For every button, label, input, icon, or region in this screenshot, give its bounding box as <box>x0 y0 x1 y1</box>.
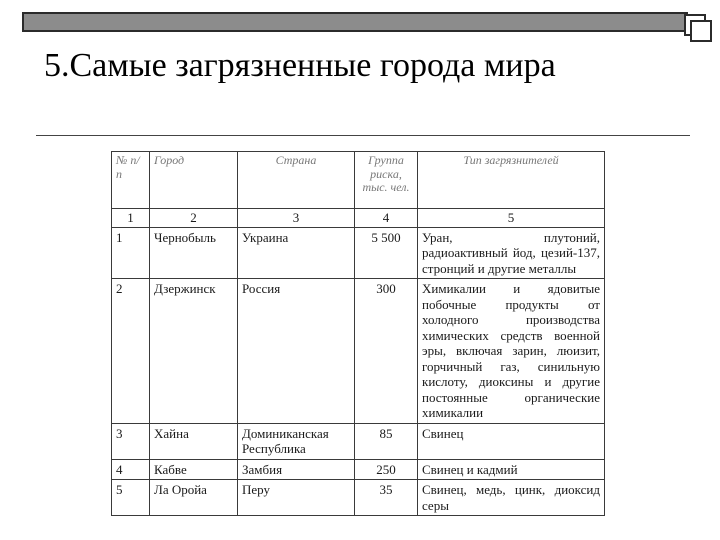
city-cell: Кабве <box>150 459 238 480</box>
row-number: 3 <box>112 423 150 459</box>
pollutant-cell: Свинец и кадмий <box>418 459 605 480</box>
polluted-cities-table <box>111 151 605 516</box>
pollutant-cell: Химикалии и ядовитые побочные продукты от холодного производства химических средств военной эры, включая зарин, люизит, горчичный газ, синильную кислоту, диоксины и другие постоянные органические химикалии <box>418 279 605 424</box>
row-number: 4 <box>112 459 150 480</box>
city-cell: Ла Оройа <box>150 480 238 516</box>
row-number: 2 <box>112 279 150 424</box>
row-number: 5 <box>112 480 150 516</box>
risk-cell: 5 500 <box>355 227 418 279</box>
header-number: № п/п <box>112 152 150 209</box>
column-number: 4 <box>355 209 418 228</box>
table-header-row <box>112 152 605 209</box>
table-row <box>112 423 605 459</box>
column-number: 5 <box>418 209 605 228</box>
risk-cell: 35 <box>355 480 418 516</box>
table-row <box>112 279 605 424</box>
country-cell: Украина <box>238 227 355 279</box>
column-number: 3 <box>238 209 355 228</box>
country-cell: Перу <box>238 480 355 516</box>
pollutant-cell: Уран, плутоний, радиоактивный йод, цезий-137, стронций и другие металлы <box>418 227 605 279</box>
header-city: Город <box>150 152 238 209</box>
header-country: Страна <box>238 152 355 209</box>
table-row <box>112 480 605 516</box>
city-cell: Чернобыль <box>150 227 238 279</box>
table-row <box>112 459 605 480</box>
country-cell: Доминиканская Республика <box>238 423 355 459</box>
corner-square-decoration-2 <box>690 20 712 42</box>
city-cell: Хайна <box>150 423 238 459</box>
risk-cell: 250 <box>355 459 418 480</box>
country-cell: Замбия <box>238 459 355 480</box>
risk-cell: 300 <box>355 279 418 424</box>
header-risk-group: Группа риска, тыс. чел. <box>355 152 418 209</box>
table-row <box>112 227 605 279</box>
slide-top-bar <box>22 12 688 32</box>
column-number-row <box>112 209 605 228</box>
country-cell: Россия <box>238 279 355 424</box>
pollutant-cell: Свинец, медь, цинк, диоксид серы <box>418 480 605 516</box>
risk-cell: 85 <box>355 423 418 459</box>
row-number: 1 <box>112 227 150 279</box>
column-number: 2 <box>150 209 238 228</box>
title-divider <box>36 135 690 136</box>
pollutant-cell: Свинец <box>418 423 605 459</box>
city-cell: Дзержинск <box>150 279 238 424</box>
slide-title: 5.Самые загрязненные города мира <box>44 47 556 84</box>
header-pollutant-type: Тип загрязнителей <box>418 152 605 209</box>
column-number: 1 <box>112 209 150 228</box>
